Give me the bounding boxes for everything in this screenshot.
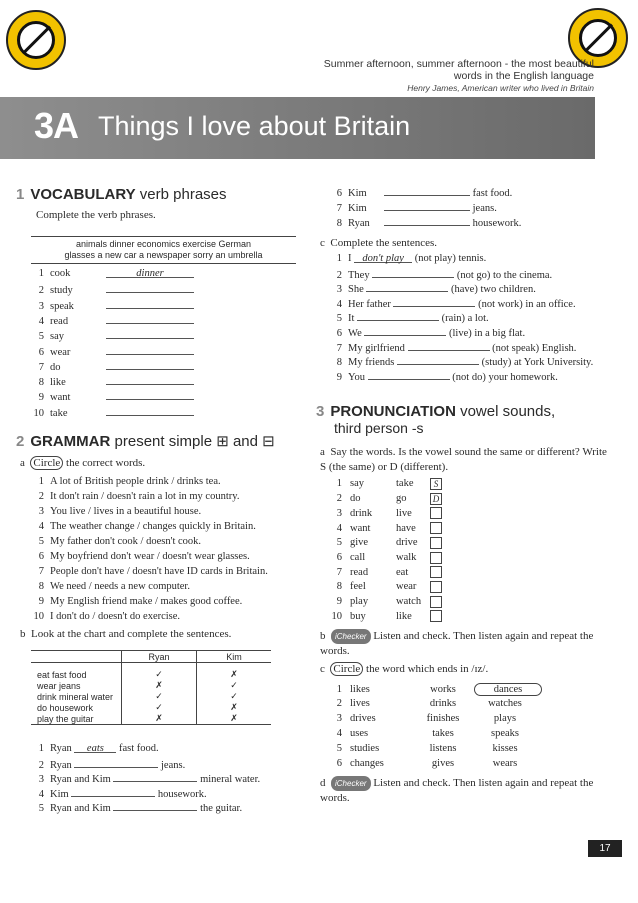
no-entry-icon	[17, 21, 55, 59]
item-number: 2	[38, 491, 44, 502]
word: drinks	[429, 698, 457, 709]
vocab-item	[30, 406, 194, 419]
word: drink	[350, 507, 373, 519]
word: like	[396, 610, 412, 622]
object: fast food.	[470, 188, 513, 199]
item-number: 9	[336, 596, 342, 607]
grammar-c-item	[332, 355, 593, 368]
answer-blank	[393, 297, 475, 307]
vocab-heading: 1 VOCABULARY verb phrases	[16, 186, 227, 203]
item-number: 1	[336, 684, 342, 695]
pron-a-item	[330, 537, 442, 549]
verb-hint: (live) in a big flat.	[446, 328, 526, 339]
vocab-item	[30, 268, 194, 279]
subject: Ryan	[50, 759, 75, 771]
answer-blank	[106, 406, 194, 416]
item-number: 5	[38, 803, 44, 814]
item-number: 6	[336, 758, 342, 769]
vocab-item	[30, 329, 194, 342]
item-number: 2	[38, 759, 44, 771]
answer-box	[430, 552, 442, 564]
word: listens	[429, 743, 457, 754]
grammar-a-item	[30, 506, 201, 517]
page-number: 17	[588, 840, 622, 857]
answer-blank: don't play	[354, 253, 412, 263]
word: takes	[432, 728, 454, 739]
pron-a-item	[330, 581, 442, 593]
answer-blank	[397, 355, 479, 365]
item-number: 7	[336, 203, 342, 214]
chart-row-label: eat fast food	[37, 669, 87, 680]
answer-blank	[106, 314, 194, 324]
answer-blank	[106, 360, 194, 370]
vocab-item	[30, 360, 194, 373]
item-number: 2	[336, 269, 342, 281]
unit-title: Things I love about Britain	[98, 111, 411, 141]
verb: study	[50, 285, 73, 297]
sentence: People don't have / doesn't have ID cards in Britain.	[50, 566, 268, 577]
item-number: 3	[38, 506, 44, 517]
pron-a-item	[330, 610, 442, 622]
item-number: 6	[38, 346, 44, 358]
answer-blank	[106, 390, 194, 400]
item-number: 3	[336, 713, 342, 724]
item-number: 10	[33, 407, 44, 419]
subject: Ryan	[50, 743, 75, 754]
answer-blank	[106, 345, 194, 355]
vocab-item	[30, 299, 194, 312]
item-number: 8	[336, 218, 342, 229]
answer-blank	[364, 326, 446, 336]
item-number: 7	[336, 566, 342, 578]
pron-a-item	[330, 596, 442, 608]
chart-cell: ✓	[197, 691, 272, 702]
grammar-a-item	[30, 551, 250, 562]
sentence: It don't rain / doesn't rain a lot in my country.	[50, 491, 240, 502]
subject: My friends	[348, 357, 397, 369]
grammar-heading: 2 GRAMMAR present simple ⊞ and ⊟	[16, 433, 275, 450]
item-number: 2	[336, 493, 342, 505]
pron-c-item	[330, 713, 536, 724]
answer-box: D	[430, 493, 442, 505]
grammar-c-instructions: c Complete the sentences.	[320, 237, 437, 249]
answer-blank: eats	[74, 743, 116, 753]
sentence: You live / lives in a beautiful house.	[50, 506, 202, 517]
answer-box: S	[430, 478, 442, 490]
word: plays	[493, 713, 517, 724]
item-number: 3	[336, 507, 342, 519]
item-number: 6	[38, 551, 44, 562]
item-number: 1	[336, 478, 342, 490]
chart-row-label: play the guitar	[31, 713, 122, 725]
grammar-a-item	[30, 491, 239, 502]
watermark-badge-left	[6, 10, 66, 70]
answer-box	[430, 507, 442, 519]
verb: read	[50, 315, 69, 327]
sentence: We need / needs a new computer.	[50, 581, 190, 592]
word: walk	[396, 551, 417, 563]
grammar-c-item	[332, 326, 525, 339]
chart-cell: ✓	[122, 702, 197, 713]
word: watches	[488, 698, 522, 709]
chart-header-cell	[31, 651, 122, 663]
verb-hint: (study) at York University.	[479, 357, 594, 369]
item-number: 9	[38, 392, 44, 404]
chart-cell: ✗	[122, 680, 197, 691]
subject: Ryan and Kim	[50, 803, 114, 814]
item-number: 10	[331, 610, 342, 622]
word: eat	[396, 566, 409, 578]
unit-code: 3A	[34, 105, 79, 146]
item-number: 1	[336, 253, 342, 264]
pron-a-item	[330, 552, 442, 564]
verb: want	[50, 392, 71, 404]
word: likes	[350, 684, 370, 695]
word: changes	[350, 758, 384, 769]
word: buy	[350, 610, 366, 622]
word: call	[350, 551, 366, 563]
word: wears	[492, 758, 518, 769]
item-number: 8	[38, 377, 44, 389]
item-number: 4	[336, 298, 342, 310]
item-number: 1	[38, 476, 44, 487]
grammar-b-item	[30, 801, 242, 814]
word: read	[350, 566, 369, 578]
object: jeans.	[158, 759, 186, 771]
object: the guitar.	[197, 803, 243, 814]
grammar-c-item	[332, 282, 536, 295]
subject: They	[348, 269, 373, 281]
sentence: I don't do / doesn't do exercise.	[50, 611, 181, 622]
item-number: 4	[336, 522, 342, 534]
pron-b-instructions: b iChecker Listen and check. Then listen again and repeat the words.	[320, 630, 594, 657]
pron-c-item	[330, 758, 536, 769]
answer-blank	[372, 268, 454, 278]
pron-c-item	[330, 743, 536, 754]
item-number: 3	[38, 774, 44, 785]
chart-cell: ✓	[122, 663, 197, 681]
vocab-item	[30, 283, 194, 296]
word: drive	[396, 537, 418, 549]
verb: speak	[50, 300, 74, 312]
verb: say	[50, 331, 64, 343]
answer-blank	[384, 201, 470, 211]
sentence: My father don't cook / doesn't cook.	[50, 536, 202, 547]
pron-c-item	[330, 728, 536, 739]
grammar-c-item	[332, 253, 486, 264]
word: have	[396, 522, 416, 534]
answer-blank	[384, 186, 470, 196]
grammar-b-item	[332, 201, 497, 214]
chart-header-cell: Kim	[197, 651, 272, 663]
answer-blank	[106, 329, 194, 339]
item-number: 5	[38, 536, 44, 547]
item-number: 8	[336, 581, 342, 593]
word: wear	[396, 581, 417, 593]
answer-blank	[408, 341, 490, 351]
subject: It	[348, 313, 358, 325]
word: finishes	[426, 713, 460, 724]
grammar-a-item	[30, 596, 242, 607]
chart-row-label: drink mineral water	[37, 691, 114, 702]
verb-hint: (not play) tennis.	[412, 253, 487, 264]
answer-box	[430, 610, 442, 622]
vocab-word-box: animals dinner economics exercise German glasses a new car a newspaper sorry an umbrella	[31, 236, 296, 264]
item-number: 5	[336, 743, 342, 754]
pron-d-instructions: d iChecker Listen and check. Then listen again and repeat the words.	[320, 777, 594, 804]
unit-banner	[0, 97, 595, 159]
object: housework.	[470, 218, 522, 229]
word: go	[396, 493, 407, 505]
grammar-a-item	[30, 476, 221, 487]
chart-row-label: do housework	[37, 702, 94, 713]
verb-hint: (rain) a lot.	[439, 313, 489, 325]
object: housework.	[155, 788, 207, 800]
subject: We	[348, 328, 365, 339]
quote	[294, 58, 594, 94]
subject: My girlfriend	[348, 342, 408, 354]
word: works	[430, 684, 456, 695]
subject: I	[348, 253, 355, 264]
pron-heading: 3 PRONUNCIATION vowel sounds,	[316, 403, 556, 420]
item-number: 2	[336, 698, 342, 709]
answer-blank	[366, 282, 448, 292]
pron-c-item	[330, 698, 536, 709]
item-number: 7	[336, 342, 342, 354]
quote-author: Henry James, American writer who lived in Britain	[407, 83, 594, 93]
grammar-c-item	[332, 370, 558, 383]
subject: Kim	[348, 188, 367, 199]
object: jeans.	[470, 203, 497, 214]
grammar-a-item	[30, 521, 256, 532]
chart-cell: ✗	[197, 702, 272, 713]
item-number: 6	[336, 188, 342, 199]
chart-cell: ✓	[197, 680, 272, 691]
word: kisses	[492, 743, 518, 754]
item-number: 7	[38, 566, 44, 577]
answer-blank: dinner	[106, 268, 194, 278]
item-number: 8	[38, 581, 44, 592]
answer-blank	[106, 299, 194, 309]
answer-box	[430, 522, 442, 534]
object: fast food.	[116, 743, 159, 754]
item-number: 7	[38, 361, 44, 373]
item-number: 9	[336, 371, 342, 383]
vocab-item	[30, 375, 194, 388]
subject: Ryan	[348, 218, 370, 229]
answer-blank	[113, 772, 197, 782]
word: dances	[474, 683, 542, 696]
chart-header-cell: Ryan	[122, 651, 197, 663]
verb: do	[50, 361, 61, 373]
word: live	[396, 507, 412, 519]
item-number: 4	[38, 788, 44, 800]
grammar-b-item	[332, 186, 512, 199]
answer-blank	[368, 370, 450, 380]
sentence: The weather change / changes quickly in Britain.	[50, 521, 256, 532]
pron-a-item	[330, 478, 442, 490]
vocab-item	[30, 314, 194, 327]
grammar-a-item	[30, 611, 180, 622]
word: drives	[350, 713, 376, 724]
word: take	[396, 478, 414, 490]
pron-a-item	[330, 522, 442, 534]
chart-cell: ✗	[122, 713, 197, 725]
chart-row-label: wear jeans	[37, 680, 81, 691]
item-number: 10	[33, 611, 44, 622]
grammar-a-item	[30, 566, 268, 577]
chart-cell: ✗	[197, 713, 272, 725]
quote-text: Summer afternoon, summer afternoon - the most beautiful words in the English language	[323, 58, 594, 82]
vocab-item	[30, 390, 194, 403]
verb: take	[50, 407, 68, 419]
object: mineral water.	[197, 774, 261, 785]
grammar-b-item	[30, 743, 159, 754]
word: lives	[350, 698, 370, 709]
word: do	[350, 493, 361, 505]
word: speaks	[491, 728, 519, 739]
word: want	[350, 522, 371, 534]
chart-cell: ✗	[197, 663, 272, 681]
answer-blank	[113, 801, 197, 811]
word: studies	[350, 743, 380, 754]
word: watch	[396, 596, 422, 607]
subject: She	[348, 284, 367, 296]
sentence: My English friend make / makes good coffee.	[50, 596, 243, 607]
item-number: 3	[336, 284, 342, 296]
grammar-chart	[31, 650, 271, 725]
grammar-a-item	[30, 536, 201, 547]
item-number: 6	[336, 551, 342, 563]
verb: like	[50, 377, 66, 389]
word: gives	[431, 758, 455, 769]
grammar-c-item	[332, 311, 489, 324]
grammar-b-item	[30, 758, 185, 771]
vocab-item	[30, 345, 194, 358]
answer-box	[430, 537, 442, 549]
ichecker-badge: iChecker	[331, 629, 371, 644]
grammar-b-item	[332, 216, 521, 229]
answer-box	[430, 581, 442, 593]
pron-a-item	[330, 507, 442, 519]
subject: Her father	[348, 298, 394, 310]
answer-blank	[357, 311, 439, 321]
word: give	[350, 537, 369, 549]
item-number: 9	[38, 596, 44, 607]
sentence: My boyfriend don't wear / doesn't wear glasses.	[50, 551, 250, 562]
pron-a-item	[330, 566, 442, 578]
grammar-b-item	[30, 772, 260, 785]
answer-blank	[71, 787, 155, 797]
item-number: 1	[38, 268, 44, 279]
no-entry-icon	[579, 19, 617, 57]
grammar-a-item	[30, 581, 190, 592]
item-number: 4	[336, 728, 342, 739]
vocab-instructions: Complete the verb phrases.	[36, 209, 156, 221]
item-number: 1	[38, 743, 44, 754]
verb: wear	[50, 346, 71, 358]
grammar-c-item	[332, 268, 552, 281]
word: play	[350, 596, 369, 607]
item-number: 6	[336, 328, 342, 339]
item-number: 8	[336, 357, 342, 369]
pron-c-item	[330, 683, 542, 696]
grammar-a-instructions: a Circle the correct words.	[20, 457, 146, 469]
pron-c-instructions: c Circle the word which ends in /ɪz/.	[320, 663, 489, 675]
word: say	[350, 478, 364, 490]
verb-hint: (have) two children.	[448, 284, 536, 296]
answer-blank	[106, 283, 194, 293]
item-number: 5	[336, 537, 342, 549]
answer-box	[430, 596, 442, 608]
item-number: 2	[38, 285, 44, 297]
pron-subheading: third person -s	[334, 420, 424, 436]
verb-hint: (not work) in an office.	[475, 298, 576, 310]
grammar-b-item	[30, 787, 207, 800]
item-number: 5	[336, 313, 342, 325]
item-number: 4	[38, 521, 44, 532]
item-number: 3	[38, 300, 44, 312]
subject: Ryan and Kim	[50, 774, 114, 785]
answer-blank	[384, 216, 470, 226]
ichecker-badge: iChecker	[331, 776, 371, 791]
answer-blank	[74, 758, 158, 768]
grammar-c-item	[332, 341, 576, 354]
answer-blank	[106, 375, 194, 385]
verb-hint: (not do) your homework.	[449, 371, 558, 383]
sentence: A lot of British people drink / drinks tea.	[50, 476, 221, 487]
pron-a-instructions: a Say the words. Is the vowel sound the same or different? Write S (the same) or D (different).	[320, 446, 607, 473]
item-number: 4	[38, 315, 44, 327]
answer-box	[430, 566, 442, 578]
verb-hint: (not speak) English.	[489, 342, 577, 354]
grammar-b-instructions: b Look at the chart and complete the sentences.	[20, 628, 232, 640]
subject: You	[348, 371, 368, 383]
item-number: 5	[38, 331, 44, 343]
subject: Kim	[50, 788, 72, 800]
verb: cook	[50, 268, 71, 279]
word: feel	[350, 581, 366, 593]
pron-a-item	[330, 493, 442, 505]
verb-hint: (not go) to the cinema.	[454, 269, 553, 281]
chart-cell: ✓	[122, 691, 197, 702]
word: uses	[350, 728, 369, 739]
grammar-c-item	[332, 297, 576, 310]
subject: Kim	[348, 203, 367, 214]
